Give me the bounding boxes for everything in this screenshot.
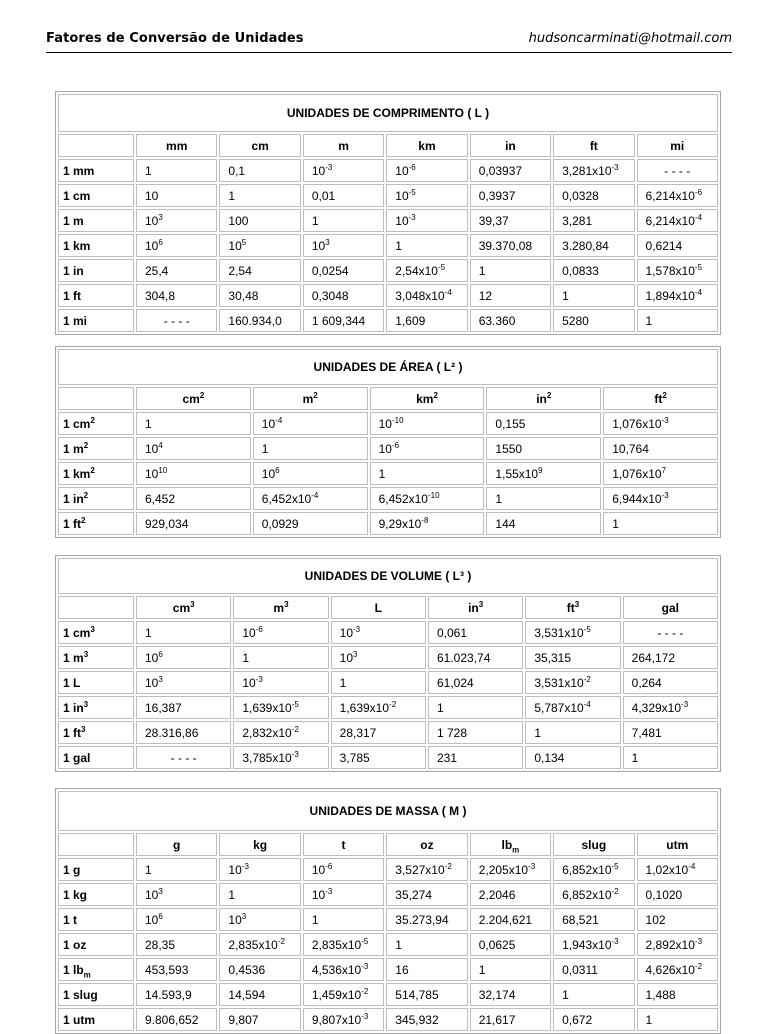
row-header-1-utm: 1 utm (58, 1008, 134, 1031)
table-cell: 1 (623, 746, 718, 769)
table-cell: $1,578x10^{-5}$ (637, 259, 718, 282)
row-header-1-mm: 1 mm (58, 159, 134, 182)
table-cell: 6,452 (136, 487, 251, 510)
table-cell: 0,1020 (637, 883, 718, 906)
row-header-1-in3: 1 $in^3$ (58, 696, 134, 719)
table-cell: 100 (219, 209, 300, 232)
table-cell: 63.360 (470, 309, 551, 332)
table-cell: 231 (428, 746, 523, 769)
table-row (58, 234, 718, 257)
table-cell: 453,593 (136, 958, 217, 981)
table-cell: $2,205x10^{-3}$ (470, 858, 551, 881)
table-cell: 1 (303, 209, 384, 232)
table-row (58, 184, 718, 207)
author-email: hudsoncarminati@hotmail.com (528, 31, 732, 46)
table-row (58, 721, 718, 744)
row-header-1-cm2: 1 $cm^2$ (58, 412, 134, 435)
table-cell: 0,01 (303, 184, 384, 207)
table-cell: $1,459x10^{-2}$ (303, 983, 384, 1006)
table-cell: $10^{-5}$ (386, 184, 467, 207)
column-header-km2: $km^2$ (370, 387, 485, 410)
table-cell: 28,35 (136, 933, 217, 956)
table-cell: 28.316,86 (136, 721, 231, 744)
table-cell: 1 (136, 621, 231, 644)
table-title: UNIDADES DE ÁREA ( L² ) (58, 349, 718, 385)
row-header-1-cm3: 1 $cm^3$ (58, 621, 134, 644)
table-row (58, 908, 718, 931)
table-cell: 0,1 (219, 159, 300, 182)
table-cell: $1,894x10^{-4}$ (637, 284, 718, 307)
column-header-row (58, 134, 718, 157)
table-cell: 1 (553, 983, 634, 1006)
column-header-oz: oz (386, 833, 467, 856)
corner-cell (58, 833, 134, 856)
corner-cell (58, 596, 134, 619)
table-cell: 14,594 (219, 983, 300, 1006)
column-header-ft2: $ft^2$ (603, 387, 718, 410)
table-cell: 35,274 (386, 883, 467, 906)
table-row (58, 621, 718, 644)
table-cell: 2,54 (219, 259, 300, 282)
table-cell: 1 (370, 462, 485, 485)
table-cell: $10^{-4}$ (253, 412, 368, 435)
column-header-utm: utm (637, 833, 718, 856)
table-cell: $10^5$ (219, 234, 300, 257)
column-header-gal: gal (623, 596, 718, 619)
column-header-row (58, 596, 718, 619)
column-header-m2: $m^2$ (253, 387, 368, 410)
mass-conversion-table (55, 788, 721, 1034)
document-title: Fatores de Conversão de Unidades (46, 31, 304, 46)
table-cell: 1 728 (428, 721, 523, 744)
table-cell: 345,932 (386, 1008, 467, 1031)
column-header-t: t (303, 833, 384, 856)
table-cell: $2,835x10^{-2}$ (219, 933, 300, 956)
table-cell: 102 (637, 908, 718, 931)
table-cell: 0,672 (553, 1008, 634, 1031)
volume-conversion-table (55, 555, 721, 772)
table-cell: $6,852x10^{-2}$ (553, 883, 634, 906)
table-row (58, 412, 718, 435)
table-cell: 0,264 (623, 671, 718, 694)
table-cell: $10^{-3}$ (303, 159, 384, 182)
table-cell: 1,488 (637, 983, 718, 1006)
row-header-1-in2: 1 $in^2$ (58, 487, 134, 510)
table-cell: - - - - (623, 621, 718, 644)
table-cell: 929,034 (136, 512, 251, 535)
column-header-in: in (470, 134, 551, 157)
table-row (58, 462, 718, 485)
table-cell: $4,536x10^{-3}$ (303, 958, 384, 981)
table-cell: $9,29x10^{-8}$ (370, 512, 485, 535)
table-row (58, 159, 718, 182)
table-row (58, 983, 718, 1006)
table-cell: $2,835x10^{-5}$ (303, 933, 384, 956)
table-row (58, 646, 718, 669)
table-cell: $6,452x10^{-4}$ (253, 487, 368, 510)
table-cell: $10^{-3}$ (233, 671, 328, 694)
row-header-1-m3: 1 $m^3$ (58, 646, 134, 669)
table-row (58, 858, 718, 881)
column-header-slug: slug (553, 833, 634, 856)
table-cell: $3,785x10^{-3}$ (233, 746, 328, 769)
column-header-g: g (136, 833, 217, 856)
table-cell: $3,048x10^{-4}$ (386, 284, 467, 307)
corner-cell (58, 134, 134, 157)
table-cell: $1,076x10^{-3}$ (603, 412, 718, 435)
table-cell: $10^{-6}$ (303, 858, 384, 881)
table-title: UNIDADES DE MASSA ( M ) (58, 791, 718, 831)
table-cell: $1,02x10^{-4}$ (637, 858, 718, 881)
table-cell: 10 (136, 184, 217, 207)
table-cell: $10^{-6}$ (370, 437, 485, 460)
table-cell: 304,8 (136, 284, 217, 307)
table-cell: $10^{-10}$ (370, 412, 485, 435)
table-cell: $1,076x10^7$ (603, 462, 718, 485)
row-header-1-m2: 1 $m^2$ (58, 437, 134, 460)
table-cell: - - - - (637, 159, 718, 182)
table-cell: 1 (136, 412, 251, 435)
row-header-1-kg: 1 kg (58, 883, 134, 906)
table-cell: $3,531x10^{-2}$ (525, 671, 620, 694)
table-cell: 264,172 (623, 646, 718, 669)
table-cell: $10^3$ (303, 234, 384, 257)
table-cell: 61.023,74 (428, 646, 523, 669)
table-cell: 3,281 (553, 209, 634, 232)
table-cell: $10^3$ (219, 908, 300, 931)
table-cell: 0,0625 (470, 933, 551, 956)
table-cell: $6,852x10^{-5}$ (553, 858, 634, 881)
table-cell: 1 (136, 858, 217, 881)
table-cell: $1,639x10^{-2}$ (331, 696, 426, 719)
table-cell: 0,134 (525, 746, 620, 769)
table-cell: 0,0328 (553, 184, 634, 207)
row-header-1-l: 1 L (58, 671, 134, 694)
column-header-in2: $in^2$ (486, 387, 601, 410)
table-row (58, 958, 718, 981)
table-cell: 10,764 (603, 437, 718, 460)
table-cell: 3.280,84 (553, 234, 634, 257)
page-header (46, 30, 732, 53)
table-cell: 12 (470, 284, 551, 307)
table-cell: $4,626x10^{-2}$ (637, 958, 718, 981)
table-title: UNIDADES DE VOLUME ( L³ ) (58, 558, 718, 594)
table-row (58, 487, 718, 510)
table-cell: 2,2046 (470, 883, 551, 906)
table-cell: 0,0929 (253, 512, 368, 535)
column-header-m: m (303, 134, 384, 157)
table-cell: $10^{-6}$ (386, 159, 467, 182)
table-cell: 0,6214 (637, 234, 718, 257)
table-cell: 39,37 (470, 209, 551, 232)
table-cell: $4,329x10^{-3}$ (623, 696, 718, 719)
column-header-in3: $in^3$ (428, 596, 523, 619)
table-cell: $10^{-6}$ (233, 621, 328, 644)
table-title: UNIDADES DE COMPRIMENTO ( L ) (58, 94, 718, 132)
column-header-mi: mi (637, 134, 718, 157)
table-cell: 0,3048 (303, 284, 384, 307)
table-cell: 1 (470, 259, 551, 282)
row-header-1-ft2: 1 $ft^2$ (58, 512, 134, 535)
row-header-1-lbm: 1 $lb_m$ (58, 958, 134, 981)
table-cell: 0,0254 (303, 259, 384, 282)
table-cell: 25,4 (136, 259, 217, 282)
table-cell: 28,317 (331, 721, 426, 744)
table-row (58, 284, 718, 307)
table-cell: $10^6$ (253, 462, 368, 485)
row-header-1-in: 1 in (58, 259, 134, 282)
column-header-cm: cm (219, 134, 300, 157)
table-row (58, 259, 718, 282)
row-header-1-cm: 1 cm (58, 184, 134, 207)
table-cell: $10^3$ (331, 646, 426, 669)
table-cell: $10^{-3}$ (219, 858, 300, 881)
table-row (58, 933, 718, 956)
table-cell: - - - - (136, 746, 231, 769)
table-cell: 9.806,652 (136, 1008, 217, 1031)
row-header-1-g: 1 g (58, 858, 134, 881)
table-cell: 14.593,9 (136, 983, 217, 1006)
table-cell: $5,787x10^{-4}$ (525, 696, 620, 719)
table-cell: 1 609,344 (303, 309, 384, 332)
table-cell: 1 (386, 234, 467, 257)
table-cell: 32,174 (470, 983, 551, 1006)
table-cell: $1,55x10^9$ (486, 462, 601, 485)
table-cell: 1 (233, 646, 328, 669)
column-header-km: km (386, 134, 467, 157)
row-header-1-gal: 1 gal (58, 746, 134, 769)
row-header-1-mi: 1 mi (58, 309, 134, 332)
column-header-cm3: $cm^3$ (136, 596, 231, 619)
table-cell: $10^3$ (136, 671, 231, 694)
column-header-lbm: $lb_m$ (470, 833, 551, 856)
table-cell: 16 (386, 958, 467, 981)
table-cell: 1550 (486, 437, 601, 460)
table-cell: 2.204,621 (470, 908, 551, 931)
table-cell: 68,521 (553, 908, 634, 931)
table-cell: 1 (428, 696, 523, 719)
table-cell: 0,4536 (219, 958, 300, 981)
column-header-ft: ft (553, 134, 634, 157)
table-row (58, 309, 718, 332)
table-row (58, 437, 718, 460)
table-cell: - - - - (136, 309, 217, 332)
table-cell: 35,315 (525, 646, 620, 669)
table-cell: 1 (486, 487, 601, 510)
table-cell: $10^6$ (136, 908, 217, 931)
table-cell: $2,832x10^{-2}$ (233, 721, 328, 744)
table-cell: $10^6$ (136, 234, 217, 257)
column-header-ft3: $ft^3$ (525, 596, 620, 619)
row-header-1-oz: 1 oz (58, 933, 134, 956)
table-cell: 30,48 (219, 284, 300, 307)
table-cell: $3,531x10^{-5}$ (525, 621, 620, 644)
table-cell: $6,214x10^{-4}$ (637, 209, 718, 232)
row-header-1-km2: 1 $km^2$ (58, 462, 134, 485)
table-row (58, 696, 718, 719)
table-row (58, 1008, 718, 1031)
table-cell: 514,785 (386, 983, 467, 1006)
length-conversion-table (55, 91, 721, 335)
corner-cell (58, 387, 134, 410)
table-cell: 35.273,94 (386, 908, 467, 931)
table-cell: $6,944x10^{-3}$ (603, 487, 718, 510)
table-row (58, 746, 718, 769)
table-cell: $10^4$ (136, 437, 251, 460)
row-header-1-km: 1 km (58, 234, 134, 257)
table-cell: 3,785 (331, 746, 426, 769)
table-cell: 1 (553, 284, 634, 307)
table-cell: $3,281x10^{-3}$ (553, 159, 634, 182)
column-header-row (58, 833, 718, 856)
table-cell: 0,155 (486, 412, 601, 435)
table-cell: 16,387 (136, 696, 231, 719)
table-cell: 0,0311 (553, 958, 634, 981)
column-header-kg: kg (219, 833, 300, 856)
table-cell: 9,807 (219, 1008, 300, 1031)
table-row (58, 671, 718, 694)
column-header-cm2: $cm^2$ (136, 387, 251, 410)
table-cell: 1 (603, 512, 718, 535)
table-cell: 1 (136, 159, 217, 182)
table-cell: 1 (219, 883, 300, 906)
table-cell: 1 (470, 958, 551, 981)
table-cell: 1 (637, 1008, 718, 1031)
table-cell: 39.370,08 (470, 234, 551, 257)
table-cell: $1,639x10^{-5}$ (233, 696, 328, 719)
table-cell: $3,527x10^{-2}$ (386, 858, 467, 881)
row-header-1-t: 1 t (58, 908, 134, 931)
table-row (58, 209, 718, 232)
table-cell: 1 (386, 933, 467, 956)
table-cell: 7,481 (623, 721, 718, 744)
row-header-1-m: 1 m (58, 209, 134, 232)
table-cell: 1 (331, 671, 426, 694)
table-cell: $2,892x10^{-3}$ (637, 933, 718, 956)
table-cell: $10^3$ (136, 209, 217, 232)
column-header-row (58, 387, 718, 410)
table-cell: 21,617 (470, 1008, 551, 1031)
area-conversion-table (55, 346, 721, 538)
table-cell: 5280 (553, 309, 634, 332)
table-cell: 0,03937 (470, 159, 551, 182)
table-cell: 144 (486, 512, 601, 535)
table-cell: 1,609 (386, 309, 467, 332)
table-cell: 1 (637, 309, 718, 332)
table-cell: $10^{-3}$ (386, 209, 467, 232)
table-row (58, 512, 718, 535)
column-header-m3: $m^3$ (233, 596, 328, 619)
table-cell: $10^{10}$ (136, 462, 251, 485)
table-cell: 160.934,0 (219, 309, 300, 332)
table-cell: $10^{-3}$ (331, 621, 426, 644)
column-header-mm: mm (136, 134, 217, 157)
table-cell: $1,943x10^{-3}$ (553, 933, 634, 956)
column-header-l: L (331, 596, 426, 619)
table-cell: 1 (219, 184, 300, 207)
table-cell: 1 (303, 908, 384, 931)
table-row (58, 883, 718, 906)
row-header-1-ft: 1 ft (58, 284, 134, 307)
table-cell: $10^3$ (136, 883, 217, 906)
table-cell: 61,024 (428, 671, 523, 694)
table-cell: 0,3937 (470, 184, 551, 207)
table-cell: $2,54x10^{-5}$ (386, 259, 467, 282)
row-header-1-ft3: 1 $ft^3$ (58, 721, 134, 744)
table-cell: 1 (525, 721, 620, 744)
row-header-1-slug: 1 slug (58, 983, 134, 1006)
table-cell: $6,214x10^{-6}$ (637, 184, 718, 207)
table-cell: 1 (253, 437, 368, 460)
table-cell: 0,061 (428, 621, 523, 644)
table-cell: 0,0833 (553, 259, 634, 282)
table-cell: $10^{-3}$ (303, 883, 384, 906)
table-cell: $10^6$ (136, 646, 231, 669)
table-cell: $9,807x10^{-3}$ (303, 1008, 384, 1031)
table-cell: $6,452x10^{-10}$ (370, 487, 485, 510)
